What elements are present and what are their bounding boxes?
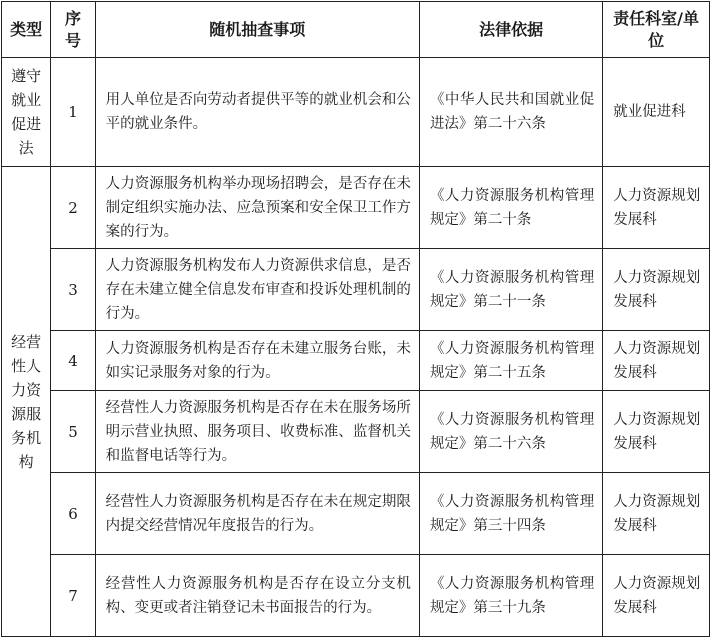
header-row <box>2 2 710 58</box>
row-item: 经营性人力资源服务机构是否存在设立分支机构、变更或者注销登记未书面报告的行为。 <box>95 555 419 637</box>
row-item: 人力资源服务机构是否存在未建立服务台账，未如实记录服务对象的行为。 <box>95 331 419 391</box>
row-number: 7 <box>51 555 95 637</box>
group-type-cell <box>2 58 51 167</box>
row-dept: 人力资源规划发展科 <box>603 167 710 249</box>
group-type-cell <box>2 167 51 637</box>
table-row <box>2 249 710 331</box>
row-dept: 人力资源规划发展科 <box>603 249 710 331</box>
header-no-label: 序号 <box>64 8 81 50</box>
row-number: 6 <box>51 473 95 555</box>
row-dept: 人力资源规划发展科 <box>603 391 710 473</box>
inspection-table <box>1 1 710 637</box>
group-type-label: 遵守就业促进法 <box>11 67 42 157</box>
row-dept: 人力资源规划发展科 <box>603 331 710 391</box>
row-number: 1 <box>51 58 95 167</box>
header-dept <box>603 2 710 58</box>
row-item: 用人单位是否向劳动者提供平等的就业机会和公平的就业条件。 <box>95 58 419 167</box>
row-item: 人力资源服务机构发布人力资源供求信息，是否存在未建立健全信息发布审查和投诉处理机制的行为。 <box>95 249 419 331</box>
header-item: 随机抽查事项 <box>95 2 419 58</box>
row-number: 4 <box>51 331 95 391</box>
row-law: 《中华人民共和国就业促进法》第二十六条 <box>419 58 602 167</box>
row-item: 经营性人力资源服务机构是否存在未在规定期限内提交经营情况年度报告的行为。 <box>95 473 419 555</box>
header-law: 法律依据 <box>419 2 602 58</box>
header-type: 类型 <box>2 2 51 58</box>
row-law: 《人力资源服务机构管理规定》第二十一条 <box>419 249 602 331</box>
row-item: 人力资源服务机构举办现场招聘会，是否存在未制定组织实施办法、应急预案和安全保卫工作方案的行为。 <box>95 167 419 249</box>
table-row <box>2 167 710 249</box>
row-number: 2 <box>51 167 95 249</box>
row-law: 《人力资源服务机构管理规定》第二十六条 <box>419 391 602 473</box>
header-dept-label: 责任科室/单位 <box>613 8 700 50</box>
row-number: 3 <box>51 249 95 331</box>
row-law: 《人力资源服务机构管理规定》第二十五条 <box>419 331 602 391</box>
table-row <box>2 391 710 473</box>
header-no <box>51 2 95 58</box>
row-dept: 就业促进科 <box>603 58 710 167</box>
table-row <box>2 473 710 555</box>
row-number: 5 <box>51 391 95 473</box>
row-law: 《人力资源服务机构管理规定》第三十四条 <box>419 473 602 555</box>
row-item: 经营性人力资源服务机构是否存在未在服务场所明示营业执照、服务项目、收费标准、监督机关和监督电话等行为。 <box>95 391 419 473</box>
table-row <box>2 331 710 391</box>
table-row <box>2 555 710 637</box>
row-dept: 人力资源规划发展科 <box>603 555 710 637</box>
row-law: 《人力资源服务机构管理规定》第二十条 <box>419 167 602 249</box>
row-dept: 人力资源规划发展科 <box>603 473 710 555</box>
row-law: 《人力资源服务机构管理规定》第三十九条 <box>419 555 602 637</box>
table-row <box>2 58 710 167</box>
group-type-label: 经营性人力资源服务机构 <box>11 332 42 471</box>
